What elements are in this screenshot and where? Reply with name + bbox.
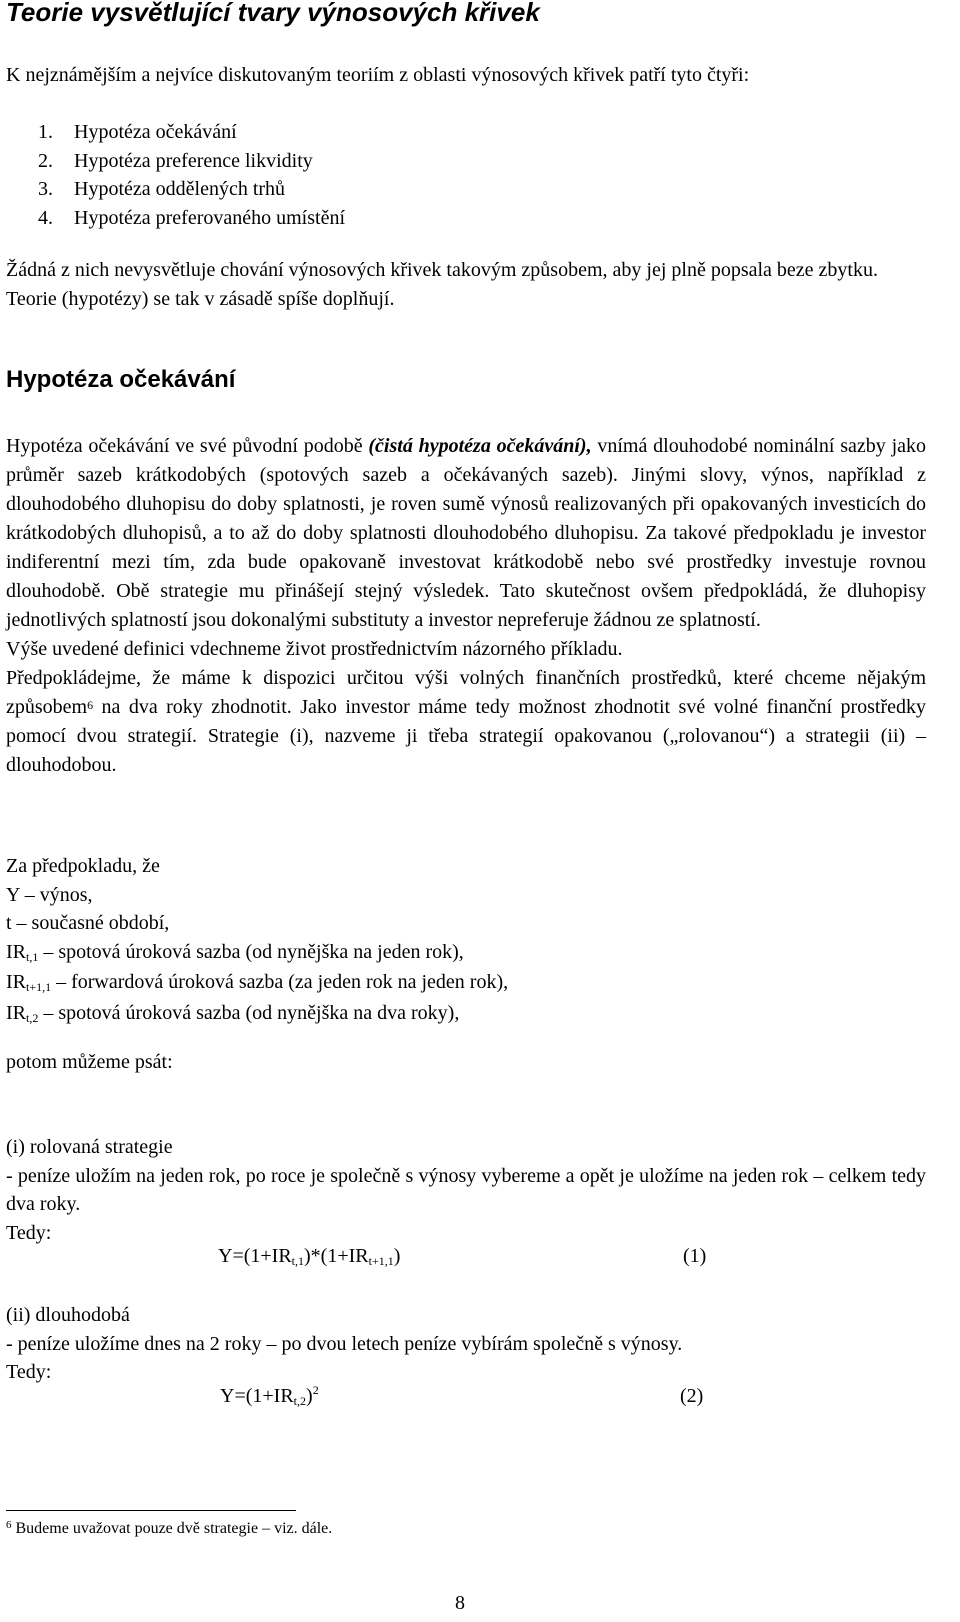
definition-item: $IR_{t+1,1}$ – forwardová úroková sazba (za jeden rok na jeden rok), [6,971,509,995]
list-item: 1. Hypotéza očekávání [38,121,237,143]
definition-item: Y – výnos, [6,883,93,906]
footnote: $^6$ Budeme uvažovat pouze dvě strategie – viz. dále. [6,1519,333,1537]
intro-text: K nejznámějším a nejvíce diskutovaným teoriím z oblasti výnosových křivek patří tyto čtyři: [6,64,750,86]
paragraph: Předpokládejme, že máme k dispozici určitou výši volných finančních prostředků, které chceme nějakým způsobem$^6$ na dva roky zhodnotit. Jako investor máme tedy možnost zhodnotit své volné finanční prostředky pomocí dvou strategií. Strategie (i), nazveme ji třeba strategií opakovanou („rolovanou“) a strategii (ii) – dlouhodobou. [6,667,926,776]
tedy-label: Tedy: [6,1221,52,1244]
tedy-label: Tedy: [6,1361,52,1384]
equation-1: $Y=(1+IR_{t,1})*(1+IR_{t+1,1})$ [218,1245,401,1268]
strategy-title: (i) rolovaná strategie [6,1136,173,1158]
footnote-reference: 6 [87,698,94,712]
definition-item: t – současné období, [6,912,170,935]
definition-item: $IR_{t,2}$ – spotová úroková sazba (od nynějška na dva roky), [6,1001,460,1025]
definition-intro: Za předpokladu, že [6,855,160,877]
then-write-text: potom můžeme psát: [6,1051,173,1073]
strategy-description: - peníze uložím na jeden rok, po roce je společně s výnosy vybereme a opět je uložíme na jeden rok – celkem tedy dva roky. [6,1164,926,1216]
strategy-i [6,1133,926,1247]
hypotheses-list [38,118,345,233]
definitions [6,852,508,1030]
equation-2: $Y=(1+IR_{t,2})^2$ [220,1383,319,1408]
list-item: 3. Hypotéza oddělených trhů [38,178,286,201]
section-heading: Hypotéza očekávání [6,366,236,393]
strategy-description: - peníze uložíme dnes na 2 roky – po dvou letech peníze vybírám společně s výnosy. [6,1332,683,1355]
definition-item: $IR_{t,1}$ – spotová úroková sazba (od nynějška na jeden rok), [6,940,464,964]
strategy-title: (ii) dlouhodobá [6,1304,130,1326]
paragraph: Výše uvedené definici vdechneme život prostřednictvím názorného příkladu. [6,638,623,660]
summary-paragraph: Žádná z nich nevysvětluje chování výnosových křivek takovým způsobem, aby jej plně popsala beze zbytku. Teorie (hypotézy) se tak v zásadě spíše doplňují. [6,259,878,310]
page-number: 8 [455,1592,465,1614]
list-item: 4. Hypotéza preferovaného umístění [38,207,346,230]
equation-number: (2) [680,1385,704,1407]
list-item: 2. Hypotéza preference likvidity [38,149,313,172]
page-title: Teorie vysvětlující tvary výnosových křivek [6,0,540,27]
body-text [6,432,926,780]
equation-number: (1) [683,1245,707,1267]
paragraph: Hypotéza očekávání ve své původní podobě (čistá hypotéza očekávání), vnímá dlouhodobé nominální sazby jako průměr sazeb krátkodobých (spotových sazeb a očekávaných sazeb). Jinými slovy, výnos, například z dlouhodobého dluhopisu do doby splatnosti, je roven sumě výnosů realizovaných při opakovaných investicích do krátkodobých dluhopisů, a to až do doby splatnosti dlouhodobého dluhopisu. Za takové předpokladu je investor indiferentní mezi tím, zda bude opakovaně investovat krátkodobě nebo své prostředky investuje rovnou dlouhodobě. Obě strategie mu přinášejí stejný výsledek. Tato skutečnost ovšem předpokládá, že dluhopisy jednotlivých splatností jsou dokonalými substituty a investor nepreferuje žádnou ze splatností. [6,435,927,631]
strategy-ii [6,1301,926,1387]
footnote-separator [6,1510,296,1511]
